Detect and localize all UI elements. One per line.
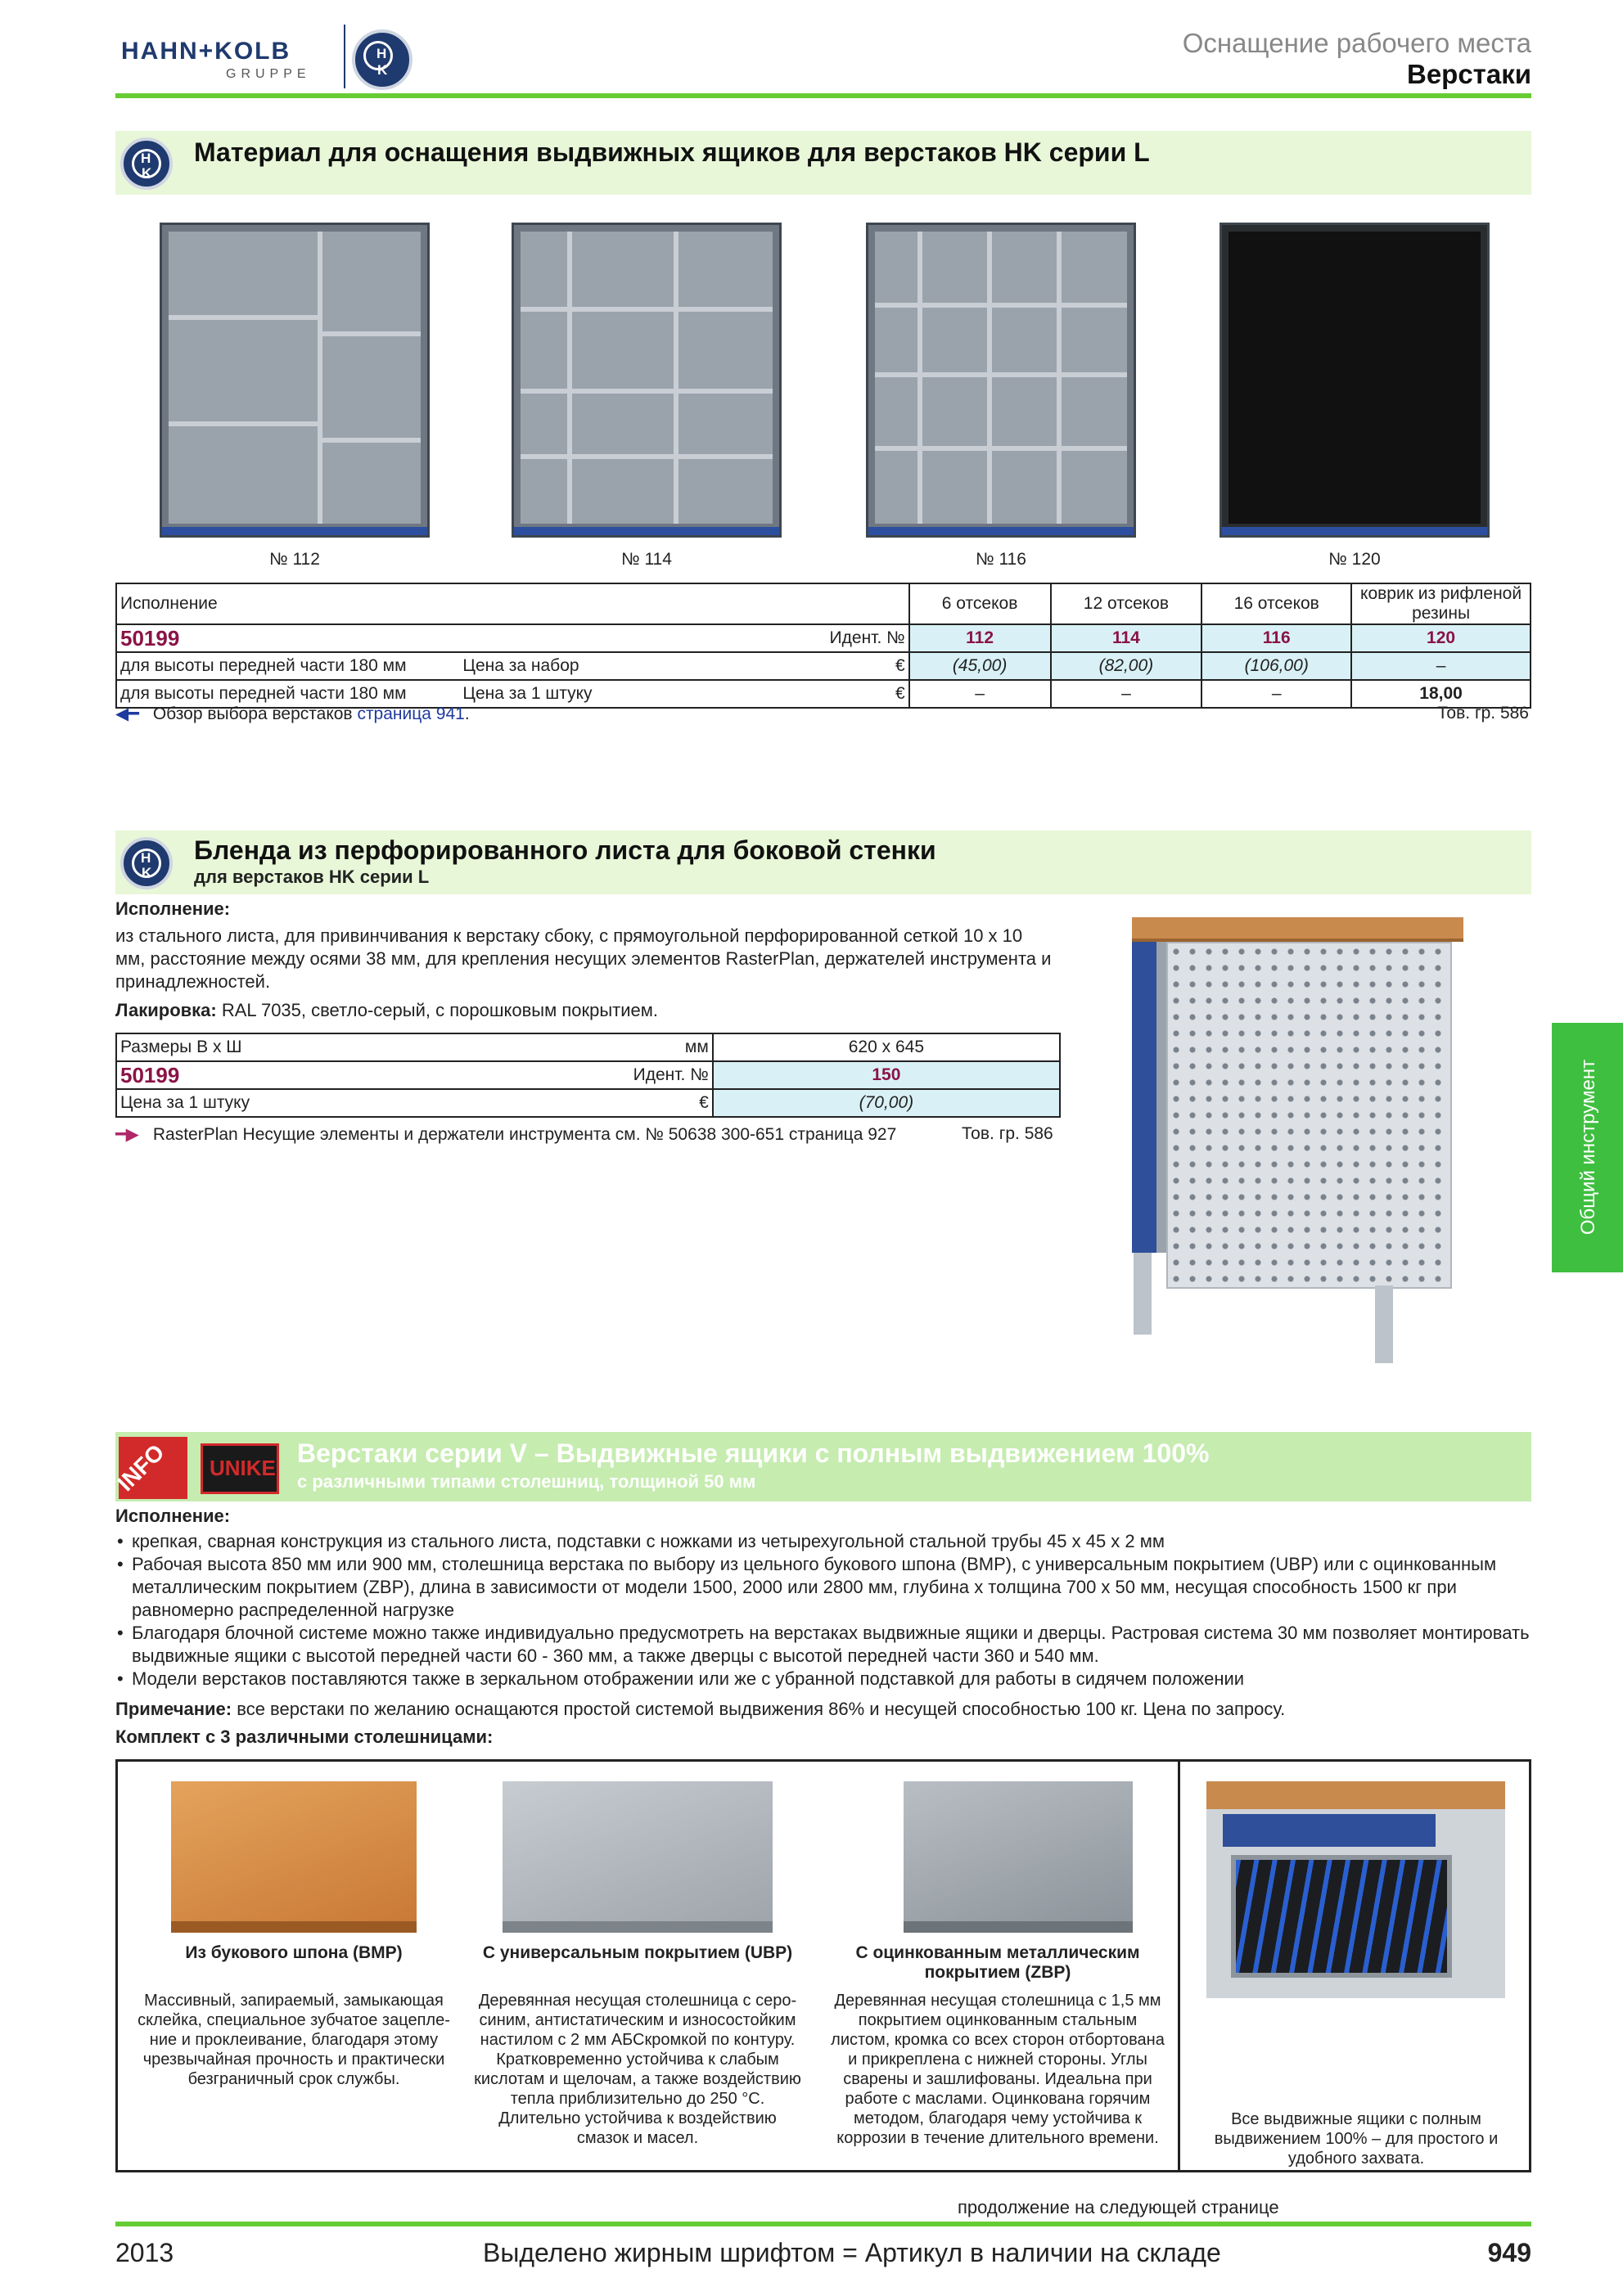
article-number: 50199 — [120, 1062, 180, 1087]
beech-top-image — [171, 1781, 417, 1933]
drawer-tools-image — [1206, 1781, 1505, 1998]
row-desc: Размеры В x Ш — [116, 1033, 590, 1061]
drawer-120-mat-image — [1220, 223, 1490, 538]
zbp-top-image — [904, 1781, 1133, 1933]
table-row — [116, 652, 1531, 680]
section1-note: ◀━ Обзор выбора верстаков страница 941. — [115, 705, 470, 723]
section1-spec-table — [115, 583, 1531, 709]
section2-header — [115, 831, 1531, 894]
brand-divider — [344, 25, 345, 88]
brand-logo — [121, 25, 416, 90]
footer-rule — [115, 2222, 1531, 2226]
price-value: – — [909, 680, 1051, 708]
section3-kit-label: Комплект с 3 различными столешницами: — [115, 1727, 494, 1747]
col-heading: Исполнение — [116, 583, 909, 624]
ident-value: 150 — [713, 1061, 1060, 1089]
section3-note: Примечание: все верстаки по желанию оснащаются простой системой выдвижения 86% и несущей способностью 100 кг. Цена по запросу. — [115, 1699, 1286, 1719]
table-row — [116, 1089, 1060, 1117]
section2-group: Тов. гр. 586 — [962, 1124, 1053, 1143]
caption-120: № 120 — [1328, 550, 1381, 569]
drawer-116-image — [866, 223, 1136, 538]
hk-emblem-icon: H K — [120, 137, 173, 190]
ident-value: 114 — [1051, 624, 1202, 652]
list-item: • Модели верстаков поставляются также в зеркальном отображении или же с убранной подставкой для работы в сидячем положении — [115, 1668, 1540, 1690]
section2-subtitle: для верстаков HK серии L — [194, 867, 430, 887]
section2-exec-text: из стального листа, для привинчивания к верстаку сбоку, с прямоугольной перфорированной сеткой 10 x 10 мм, расстояние между осями 38 мм, для крепления несущих элементов RasterPlan, держателей инструмента и принадлежностей. — [115, 925, 1052, 992]
table-row — [116, 1033, 1060, 1061]
table-row — [116, 1061, 1060, 1089]
section3-title: Верстаки серии V – Выдвижные ящики с полным выдвижением 100% — [297, 1438, 1210, 1468]
price-value: – — [1351, 652, 1531, 680]
section3-subtitle: с различными типами столешниц, толщиной 50 мм — [297, 1471, 756, 1492]
perforated-panel-image — [1125, 912, 1469, 1338]
ubp-top-image — [503, 1781, 773, 1933]
info-badge-icon: INFO — [119, 1437, 187, 1499]
drawer-112-image — [160, 223, 430, 538]
price-value: (45,00) — [909, 652, 1051, 680]
header-category: Оснащение рабочего места — [1182, 28, 1531, 58]
arrow-left-icon: ◀━ — [115, 705, 139, 723]
header-rule — [115, 93, 1531, 98]
section1-group: Тов. гр. 586 — [1437, 704, 1529, 723]
article-number: 50199 — [120, 625, 180, 651]
hk-emblem-icon: H K — [352, 29, 413, 90]
currency: € — [795, 652, 909, 680]
section2-paint: Лакировка: RAL 7035, светло-серый, с порошковым покрытием. — [115, 1000, 658, 1020]
size-value: 620 x 645 — [713, 1033, 1060, 1061]
price-value: (70,00) — [713, 1089, 1060, 1117]
top-ubp-text: Деревянная несущая столешница с серосиним, антистатическим и износостойким настилом с 2 мм АБСкромкой по контуру. Кратковременно устойчива к слабым кислотам и щелочам, а также воздействию тепла приблизительно до 250 °C. Длительно устойчива к воздействию смазок и масел. — [474, 1992, 801, 2147]
side-tab-label: Общий инструмент — [1577, 1059, 1599, 1236]
box-divider — [1178, 1762, 1180, 2170]
price-label: Цена за набор — [459, 652, 794, 680]
price-label: Цена за 1 штуку — [116, 1089, 590, 1117]
list-item: • Благодаря блочной системе можно также индивидуально предусмотреть на верстаках выдвижные ящики и дверцы. Растровая система 30 мм позволяет монтировать выдвижные ящики с высотой передней части 60 - 360 мм, а также дверцы с высотой передней части 360 и 540 мм. — [115, 1622, 1540, 1668]
ident-label: Идент. № — [590, 1061, 713, 1089]
row-desc: для высоты передней части 180 мм — [116, 652, 459, 680]
col-header: 16 отсеков — [1201, 583, 1351, 624]
header-subcategory: Верстаки — [1406, 59, 1531, 89]
footer-year: 2013 — [115, 2238, 174, 2267]
ident-value: 112 — [909, 624, 1051, 652]
side-tab[interactable] — [1552, 1023, 1623, 1272]
page-link[interactable]: страница 941 — [357, 705, 465, 723]
price-label: Цена за 1 штуку — [459, 680, 794, 708]
top-bmp-title: Из букового шпона (BMP) — [185, 1943, 403, 1962]
price-value: – — [1051, 680, 1202, 708]
currency: € — [795, 680, 909, 708]
brand-name: HAHN+KOLB — [121, 38, 291, 65]
drawer-text: Все выдвижные ящики с полным выдвижением 100% – для простого и удобного захвата. — [1214, 2110, 1499, 2168]
row-desc: для высоты передней части 180 мм — [116, 680, 459, 708]
section2-exec-label: Исполнение: — [115, 898, 231, 919]
ident-value: 120 — [1351, 624, 1531, 652]
arrow-right-icon: ━▶ — [115, 1125, 139, 1144]
price-value: 18,00 — [1351, 680, 1531, 708]
list-item: • крепкая, сварная конструкция из стального листа, подставки с ножками из четырехугольной стальной трубы 45 x 45 x 2 мм — [115, 1530, 1540, 1553]
price-value: (82,00) — [1051, 652, 1202, 680]
section3-header — [112, 1432, 1531, 1501]
caption-112: № 112 — [269, 550, 320, 569]
table-row — [116, 624, 1531, 652]
section2-note: ━▶ RasterPlan Несущие элементы и держатели инструмента см. № 50638 300-651 страница 927 — [115, 1125, 897, 1144]
unit: мм — [590, 1033, 713, 1061]
caption-116: № 116 — [976, 550, 1026, 569]
col-header: коврик из рифленой резины — [1351, 583, 1531, 624]
unike-logo: UNIKE — [201, 1443, 279, 1494]
page-number: 949 — [1487, 2238, 1531, 2267]
table-row — [116, 583, 1531, 624]
section1-title: Материал для оснащения выдвижных ящиков для верстаков HK серии L — [194, 137, 1150, 167]
ident-value: 116 — [1201, 624, 1351, 652]
brand-sub: GRUPPE — [226, 67, 311, 81]
currency: € — [590, 1089, 713, 1117]
price-value: (106,00) — [1201, 652, 1351, 680]
section3-exec-label: Исполнение: — [115, 1506, 231, 1526]
col-header: 12 отсеков — [1051, 583, 1202, 624]
worktop-box — [115, 1759, 1531, 2172]
footer-legend: Выделено жирным шрифтом = Артикул в наличии на складе — [483, 2238, 1221, 2267]
section2-title: Бленда из перфорированного листа для боковой стенки — [194, 835, 936, 865]
price-value: – — [1201, 680, 1351, 708]
col-header: 6 отсеков — [909, 583, 1051, 624]
hk-emblem-icon: H K — [120, 837, 173, 889]
ident-label: Идент. № — [795, 624, 909, 652]
top-zbp-title: С оцинкованным металлическим покрытием (ZBP) — [855, 1943, 1140, 1982]
drawer-114-image — [512, 223, 782, 538]
section2-spec-table — [115, 1033, 1061, 1118]
list-item: • Рабочая высота 850 мм или 900 мм, столешница верстака по выбору из цельного букового шпона (BMP), с универсальным покрытием (UBP) или с оцинкованным металлическим покрытием (ZBP), длина в зависимости от модели 1500, 2000 или 2800 мм, глубина x толщина 700 x 50 мм, несущая способность 1500 кг при равномерно распределенной нагрузке — [115, 1553, 1540, 1622]
continued-note: продолжение на следующей странице — [958, 2197, 1279, 2217]
section3-bullets — [115, 1530, 1540, 1690]
caption-114: № 114 — [621, 550, 672, 569]
top-zbp-text: Деревянная несущая столешница с 1,5 мм покрытием оцинкованным стальным листом, кромка со всех сторон отбортована и прикреплена с нижней стороны. Углы сварены и зашлифованы. Идеальна при работе с маслами. Оцинкована горячим методом, благодаря чему устойчива к коррозии в течение длительного времени. — [831, 1992, 1165, 2147]
top-ubp-title: С универсальным покрытием (UBP) — [482, 1943, 793, 1962]
section1-header — [115, 131, 1531, 195]
top-bmp-text: Массивный, запираемый, замыкающая склейка, специальное зубчатое зацепление и проклеивание, благодаря этому чрезвычайная прочность и практически безграничный срок службы. — [138, 1992, 450, 2088]
